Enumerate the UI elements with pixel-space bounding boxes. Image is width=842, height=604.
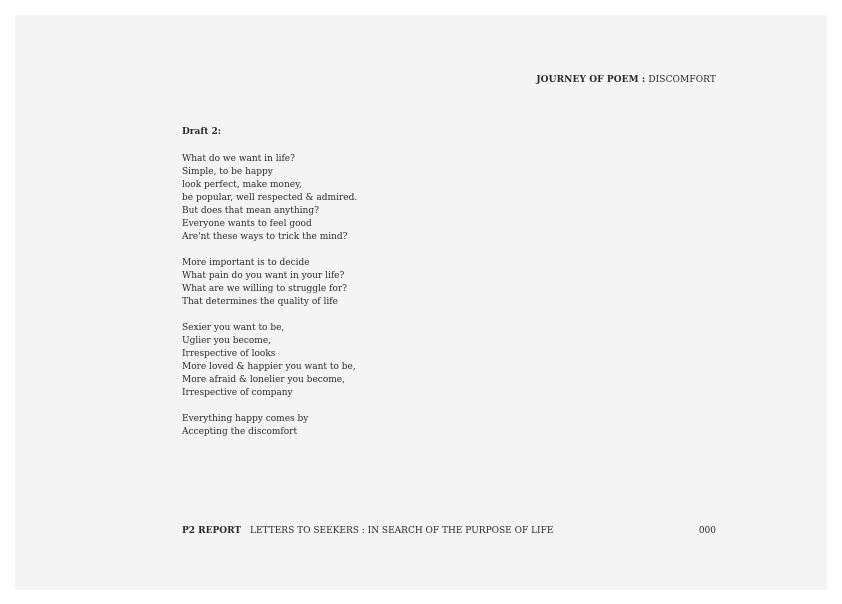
poem-line: More important is to decide [182, 258, 310, 268]
header-title-rest: DISCOMFORT [648, 75, 716, 85]
poem-line: Everyone wants to feel good [182, 219, 312, 229]
poem-line: More loved & happier you want to be, [182, 362, 356, 372]
poem-stanza-3 [182, 322, 357, 400]
poem-line: What do we want in life? [182, 154, 295, 164]
page-footer [182, 526, 553, 536]
poem-line: That determines the quality of life [182, 297, 338, 307]
poem-line: Irrespective of company [182, 388, 293, 398]
poem-line: Everything happy comes by [182, 414, 309, 424]
poem-line: Irrespective of looks [182, 349, 276, 359]
poem-stanza-2 [182, 257, 357, 309]
poem-line: Uglier you become, [182, 336, 272, 346]
poem-line: be popular, well respected & admired. [182, 193, 358, 203]
poem-body [182, 153, 357, 439]
draft-label: Draft 2: [182, 127, 222, 137]
poem-line: look perfect, make money, [182, 180, 302, 190]
poem-line: Accepting the discomfort [182, 427, 298, 437]
poem-stanza-1 [182, 153, 357, 244]
page-header [536, 75, 716, 85]
poem-line: But does that mean anything? [182, 206, 319, 216]
report-label: P2 REPORT [182, 526, 242, 536]
document-page [15, 15, 827, 590]
poem-line: More afraid & lonelier you become, [182, 375, 345, 385]
poem-line: What are we willing to struggle for? [182, 284, 347, 294]
page-number: 000 [698, 526, 716, 536]
report-title: LETTERS TO SEEKERS : IN SEARCH OF THE PURPOSE OF LIFE [250, 526, 554, 536]
poem-line: Are'nt these ways to trick the mind? [182, 232, 348, 242]
poem-line: Sexier you want to be, [182, 323, 285, 333]
poem-line: Simple, to be happy [182, 167, 273, 177]
poem-stanza-4 [182, 413, 357, 439]
header-title-bold: JOURNEY OF POEM : [536, 75, 646, 85]
poem-line: What pain do you want in your life? [182, 271, 345, 281]
